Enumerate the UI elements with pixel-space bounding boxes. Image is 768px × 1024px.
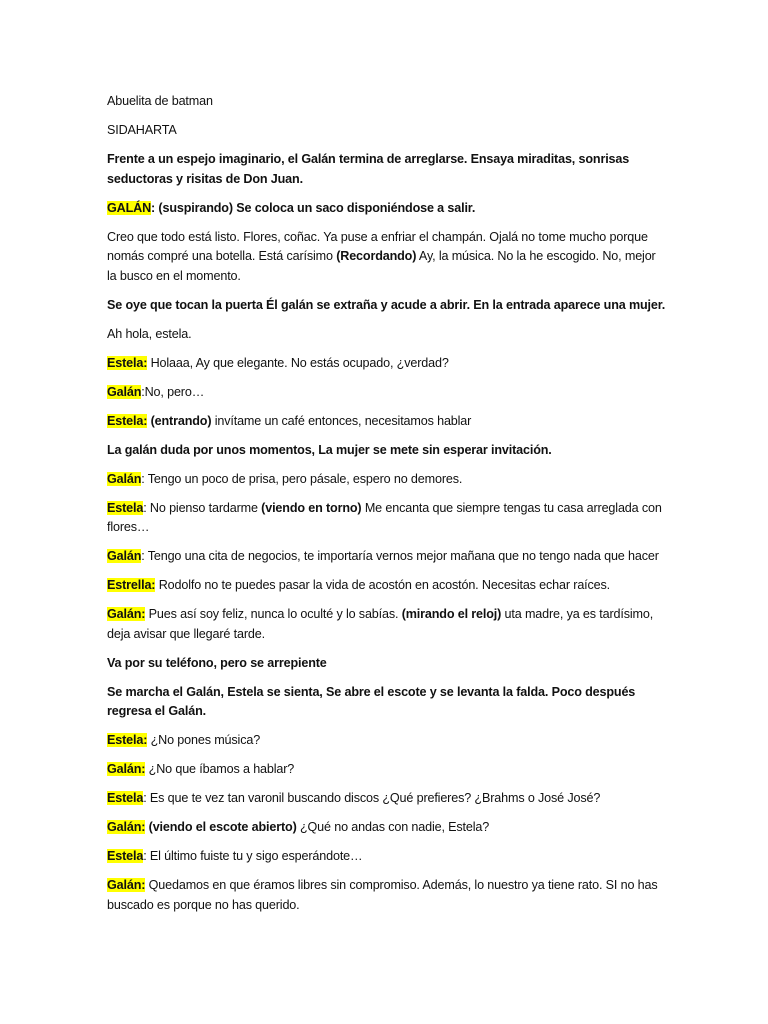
dialogue-text: : Tengo una cita de negocios, te importaría vernos mejor mañana que no tengo nada que hacer (141, 549, 659, 563)
dialogue-text: : No pienso tardarme (143, 500, 262, 515)
dialogue-text: ¿No pones música? (147, 733, 261, 747)
script-paragraph (107, 654, 667, 674)
speaker-name: Estela (107, 791, 144, 805)
document-title: Abuelita de batman (107, 94, 213, 108)
dialogue-text: Ah hola, estela. (107, 326, 192, 341)
script-paragraph (107, 847, 667, 867)
script-paragraph (107, 354, 667, 374)
dialogue-text: : Tengo un poco de prisa, pero pásale, espero no demores. (141, 471, 463, 486)
script-paragraph (107, 547, 667, 567)
speaker-name: GALÁN (107, 200, 152, 215)
script-paragraph (107, 296, 667, 316)
stage-direction-text: Se marcha el Galán, Estela se sienta, Se abre el escote y se levanta la falda. Poco después regresa el Galán. (107, 684, 636, 718)
stage-direction-text: : (suspirando) Se coloca un saco disponiéndose a salir. (151, 200, 476, 215)
speaker-name: Estela: (107, 413, 148, 428)
script-paragraph (107, 228, 667, 287)
script-paragraph (107, 150, 667, 189)
document-page (107, 92, 667, 925)
script-paragraph (107, 441, 667, 461)
speaker-name: Galán (107, 384, 142, 399)
dialogue-text: : Es que te vez tan varonil buscando discos ¿Qué prefieres? ¿Brahms o José José? (143, 791, 601, 805)
script-body (107, 150, 667, 915)
script-paragraph (107, 731, 667, 751)
stage-direction-text: Va por su teléfono, pero se arrepiente (107, 655, 327, 670)
script-paragraph (107, 325, 667, 345)
dialogue-text: Pues así soy feliz, nunca lo oculté y lo sabías. (145, 607, 402, 621)
speaker-name: Galán: (107, 762, 146, 776)
speaker-name: Estela: (107, 733, 148, 747)
speaker-name: Galán: (107, 607, 146, 621)
dialogue-text: Rodolfo no te puedes pasar la vida de acostón en acostón. Necesitas echar raíces. (155, 578, 611, 592)
speaker-name: Estrella: (107, 578, 156, 592)
stage-direction-text: (viendo en torno) (261, 500, 362, 515)
stage-direction-text: La galán duda por unos momentos, La mujer se mete sin esperar invitación. (107, 442, 552, 457)
script-paragraph (107, 499, 667, 538)
script-paragraph (107, 412, 667, 432)
script-paragraph (107, 605, 667, 644)
dialogue-text: ¿No que íbamos a hablar? (145, 762, 295, 776)
speaker-name: Estela: (107, 355, 148, 370)
stage-direction-text: Se oye que tocan la puerta Él galán se extraña y acude a abrir. En la entrada aparece una mujer. (107, 297, 666, 312)
script-paragraph (107, 470, 667, 490)
script-paragraph (107, 576, 667, 596)
dialogue-text: ¿Qué no andas con nadie, Estela? (296, 820, 490, 834)
dialogue-text: Me encanta que siempre tengas tu casa arreglada con flores… (107, 500, 662, 534)
script-paragraph (107, 683, 667, 722)
stage-direction-text: Frente a un espejo imaginario, el Galán termina de arreglarse. Ensaya miraditas, sonrisas seductoras y risitas de Don Juan. (107, 152, 630, 186)
script-paragraph (107, 199, 667, 219)
stage-direction-text: (mirando el reloj) (401, 607, 502, 621)
dialogue-text: : El último fuiste tu y sigo esperándote… (143, 849, 363, 863)
dialogue-text: Quedamos en que éramos libres sin compromiso. Además, lo nuestro ya tiene rato. SI no has buscado es porque no has querido. (107, 878, 658, 912)
dialogue-text: Creo que todo está listo. Flores, coñac. Ya puse a enfriar el champán. Ojalá no tome mucho porque nomás compré una botella. Está carísimo (107, 229, 648, 263)
dialogue-text: :No, pero… (141, 384, 205, 399)
dialogue-text: uta madre, ya es tardísimo, deja avisar que llegaré tarde. (107, 607, 654, 641)
stage-direction-text: (viendo el escote abierto) (148, 820, 297, 834)
document-author: SIDAHARTA (107, 123, 177, 137)
script-paragraph (107, 876, 667, 915)
speaker-name: Estela (107, 849, 144, 863)
speaker-name: Galán: (107, 820, 146, 834)
speaker-name: Galán: (107, 878, 146, 892)
script-paragraph (107, 818, 667, 838)
dialogue-text: Holaaa, Ay que elegante. No estás ocupado, ¿verdad? (147, 355, 449, 370)
stage-direction-text: (entrando) (150, 413, 212, 428)
dialogue-text: invítame un café entonces, necesitamos hablar (211, 413, 472, 428)
script-paragraph (107, 383, 667, 403)
speaker-name: Estela (107, 500, 144, 515)
stage-direction-text: (Recordando) (336, 249, 417, 263)
dialogue-text: Ay, la música. No la he escogido. No, mejor la busco en el momento. (107, 249, 656, 283)
script-paragraph (107, 789, 667, 809)
script-paragraph (107, 760, 667, 780)
speaker-name: Galán (107, 471, 142, 486)
speaker-name: Galán (107, 549, 142, 563)
